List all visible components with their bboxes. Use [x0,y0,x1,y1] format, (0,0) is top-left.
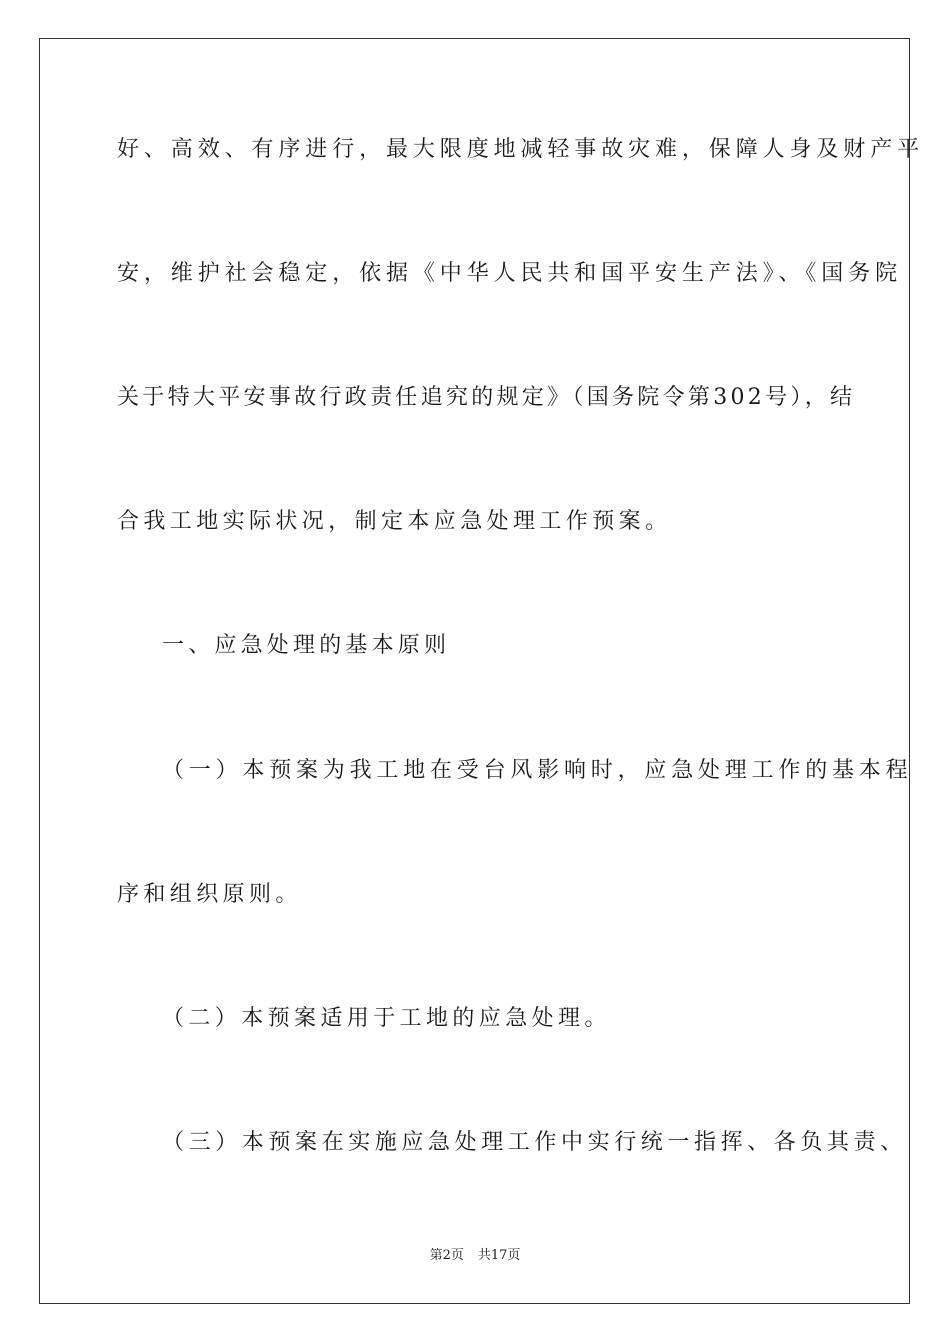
body-line-9: （三）本预案在实施应急处理工作中实行统一指挥、各负其责、 [162,1130,907,1155]
page-number: 第2页 [429,1248,464,1263]
section-heading: 一、应急处理的基本原则 [162,633,451,658]
page-total: 共17页 [477,1248,521,1263]
body-line-3: 关于特大平安事故行政责任追究的规定》（国务院令第302号），结 [117,385,856,410]
body-line-4: 合我工地实际状况，制定本应急处理工作预案。 [117,509,672,534]
body-line-6: （一）本预案为我工地在受台风影响时，应急处理工作的基本程 [162,758,913,783]
page-frame [39,38,913,1304]
body-line-2: 安，维护社会稳定，依据《中华人民共和国平安生产法》、《国务院 [117,261,903,286]
page-footer [0,1247,950,1265]
body-line-8: （二）本预案适用于工地的应急处理。 [162,1006,611,1031]
body-line-7: 序和组织原则。 [117,882,302,907]
body-line-1: 好、高效、有序进行，最大限度地减轻事故灾难，保障人身及财产平 [117,137,925,162]
